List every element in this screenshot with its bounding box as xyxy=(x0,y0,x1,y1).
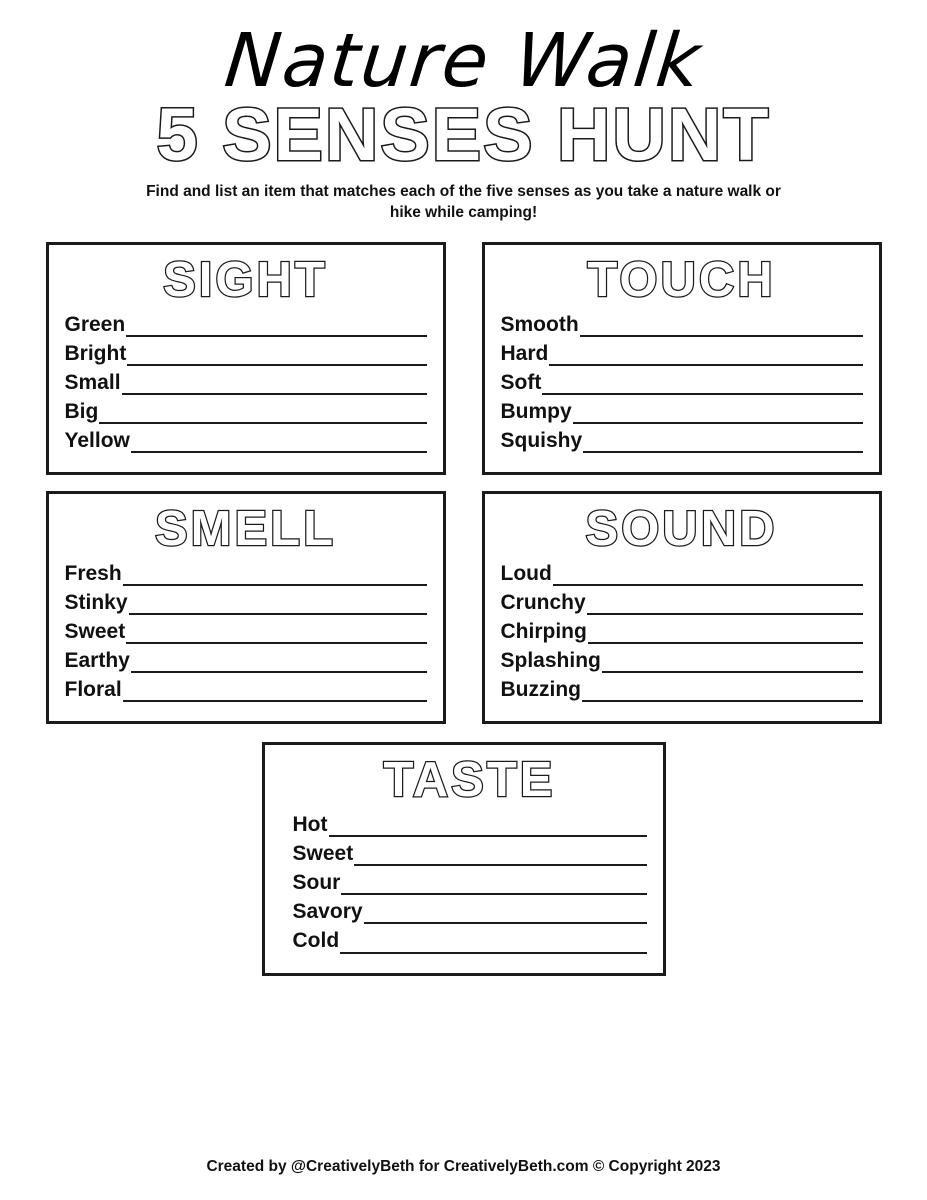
prompt-label: Bumpy xyxy=(500,400,572,423)
prompt-label: Splashing xyxy=(500,649,601,673)
write-in-line[interactable] xyxy=(553,569,863,586)
prompt-row[interactable] xyxy=(293,842,647,866)
write-in-line[interactable] xyxy=(127,349,426,366)
write-in-line[interactable] xyxy=(123,685,427,702)
prompt-row[interactable] xyxy=(65,313,427,337)
prompt-label: Soft xyxy=(500,370,542,394)
page-title-script: Nature Walk xyxy=(220,18,707,104)
write-in-line[interactable] xyxy=(580,320,863,337)
prompt-row[interactable] xyxy=(65,562,427,586)
write-in-line[interactable] xyxy=(549,349,862,366)
sense-title-smell: SMELL xyxy=(154,502,337,557)
footer-credit: Created by @CreativelyBeth for CreativelyBeth.com © Copyright 2023 xyxy=(206,1158,721,1175)
prompt-label: Savory xyxy=(292,900,363,924)
prompt-row[interactable] xyxy=(65,342,427,366)
write-in-line[interactable] xyxy=(587,598,863,615)
prompt-row[interactable] xyxy=(501,591,863,615)
prompt-label: Sour xyxy=(292,871,341,895)
write-in-line[interactable] xyxy=(122,378,427,395)
write-in-line[interactable] xyxy=(573,407,863,424)
write-in-line[interactable] xyxy=(329,820,647,837)
prompt-label: Yellow xyxy=(64,429,130,453)
write-in-line[interactable] xyxy=(126,627,426,644)
prompt-label: Green xyxy=(64,312,126,336)
write-in-line[interactable] xyxy=(123,569,427,586)
write-in-line[interactable] xyxy=(582,685,863,702)
prompt-row[interactable] xyxy=(501,562,863,586)
write-in-line[interactable] xyxy=(131,436,427,453)
prompt-label: Hard xyxy=(500,341,549,365)
prompt-row[interactable] xyxy=(501,313,863,337)
prompt-label: Sweet xyxy=(64,620,126,643)
sense-box-grid xyxy=(42,242,885,724)
prompt-row[interactable] xyxy=(293,900,647,924)
prompt-row[interactable] xyxy=(65,620,427,644)
prompt-label: Cold xyxy=(292,929,340,953)
page-subtitle: Find and list an item that matches each of the five senses as you take a nature walk or hike while camping! xyxy=(146,183,781,222)
sense-title-sight: SIGHT xyxy=(163,253,328,308)
sense-title-taste: TASTE xyxy=(383,753,556,808)
prompt-label: Buzzing xyxy=(500,678,581,702)
prompt-label: Big xyxy=(64,400,99,423)
write-in-line[interactable] xyxy=(341,878,646,895)
prompt-row[interactable] xyxy=(65,371,427,395)
sense-lines-sight xyxy=(63,313,429,454)
prompt-row[interactable] xyxy=(501,678,863,702)
prompt-row[interactable] xyxy=(501,429,863,453)
prompt-row[interactable] xyxy=(501,649,863,673)
sense-box-touch xyxy=(482,242,882,475)
prompt-label: Earthy xyxy=(64,649,130,673)
prompt-label: Hot xyxy=(292,812,328,836)
write-in-line[interactable] xyxy=(364,907,647,924)
write-in-line[interactable] xyxy=(99,407,426,424)
prompt-row[interactable] xyxy=(65,429,427,453)
prompt-row[interactable] xyxy=(293,813,647,837)
prompt-row[interactable] xyxy=(501,400,863,424)
sense-lines-sound xyxy=(499,562,865,703)
write-in-line[interactable] xyxy=(340,937,646,954)
prompt-label: Floral xyxy=(64,678,122,702)
write-in-line[interactable] xyxy=(131,656,427,673)
write-in-line[interactable] xyxy=(588,627,863,644)
prompt-label: Fresh xyxy=(64,561,122,585)
write-in-line[interactable] xyxy=(126,320,426,337)
prompt-row[interactable] xyxy=(65,649,427,673)
prompt-row[interactable] xyxy=(501,371,863,395)
sense-title-sound: SOUND xyxy=(585,502,778,557)
prompt-label: Loud xyxy=(500,561,552,585)
sense-lines-smell xyxy=(63,562,429,703)
sense-lines-taste xyxy=(291,813,649,954)
sense-box-sound xyxy=(482,491,882,724)
prompt-label: Smooth xyxy=(500,312,579,336)
prompt-label: Stinky xyxy=(64,590,128,614)
write-in-line[interactable] xyxy=(602,656,863,673)
prompt-row[interactable] xyxy=(501,342,863,366)
prompt-row[interactable] xyxy=(65,400,427,424)
page-title-outline: 5 SENSES HUNT xyxy=(156,93,771,177)
sense-box-smell xyxy=(46,491,446,724)
prompt-label: Bright xyxy=(64,341,127,365)
prompt-label: Squishy xyxy=(500,429,583,453)
write-in-line[interactable] xyxy=(129,598,427,615)
write-in-line[interactable] xyxy=(542,378,862,395)
prompt-row[interactable] xyxy=(65,678,427,702)
prompt-label: Crunchy xyxy=(500,590,586,614)
prompt-label: Chirping xyxy=(500,620,587,643)
sense-box-sight xyxy=(46,242,446,475)
prompt-label: Sweet xyxy=(292,842,354,865)
write-in-line[interactable] xyxy=(354,849,646,866)
prompt-row[interactable] xyxy=(65,591,427,615)
prompt-row[interactable] xyxy=(293,871,647,895)
prompt-label: Small xyxy=(64,370,121,394)
sense-lines-touch xyxy=(499,313,865,454)
sense-box-taste xyxy=(262,742,666,975)
sense-title-touch: TOUCH xyxy=(587,253,776,308)
prompt-row[interactable] xyxy=(501,620,863,644)
write-in-line[interactable] xyxy=(583,436,862,453)
prompt-row[interactable] xyxy=(293,929,647,953)
